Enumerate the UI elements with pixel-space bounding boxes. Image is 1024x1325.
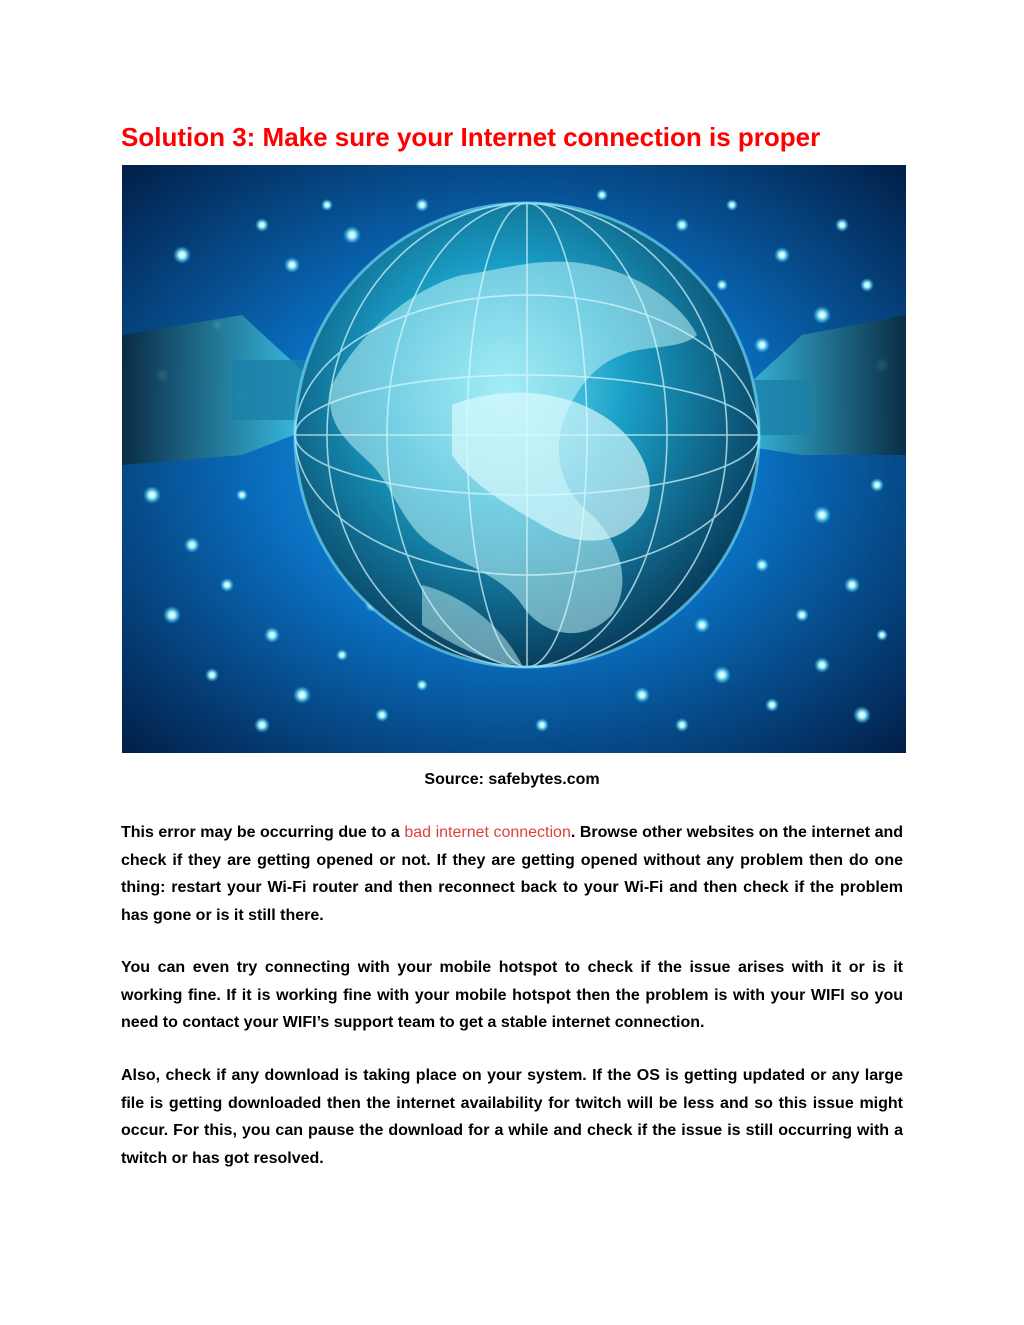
- bad-internet-connection-link[interactable]: bad internet connection: [404, 824, 571, 841]
- image-caption: Source: safebytes.com: [424, 771, 600, 788]
- paragraph-text: This error may be occurring due to a: [121, 824, 405, 841]
- globe-illustration: [122, 165, 906, 753]
- paragraph-connection-check: [121, 819, 903, 929]
- globe: [295, 203, 759, 667]
- globe-network-image: [122, 165, 906, 753]
- paragraph-text: . Browse other websites on the internet and check if they are getting opened or not. If they are getting opened without any problem then do one thing: restart your Wi-Fi router and then reconnect back to your Wi-Fi and then check if the problem has gone or is it still there.: [121, 824, 904, 924]
- paragraph-mobile-hotspot: You can even try connecting with your mobile hotspot to check if the issue arises with it or is it working fine. If it is working fine with your mobile hotspot then the problem is with your WIFI so you need to contact your WIFI’s support team to get a stable internet connection.: [121, 959, 903, 1031]
- section-title: Solution 3: Make sure your Internet connection is proper: [121, 122, 821, 152]
- paragraph-background-downloads: Also, check if any download is taking place on your system. If the OS is getting updated or any large file is getting downloaded then the internet availability for twitch will be less and so this issue might occur. For this, you can pause the download for a while and check if the issue is still occurring with a twitch or has got resolved.: [121, 1067, 903, 1167]
